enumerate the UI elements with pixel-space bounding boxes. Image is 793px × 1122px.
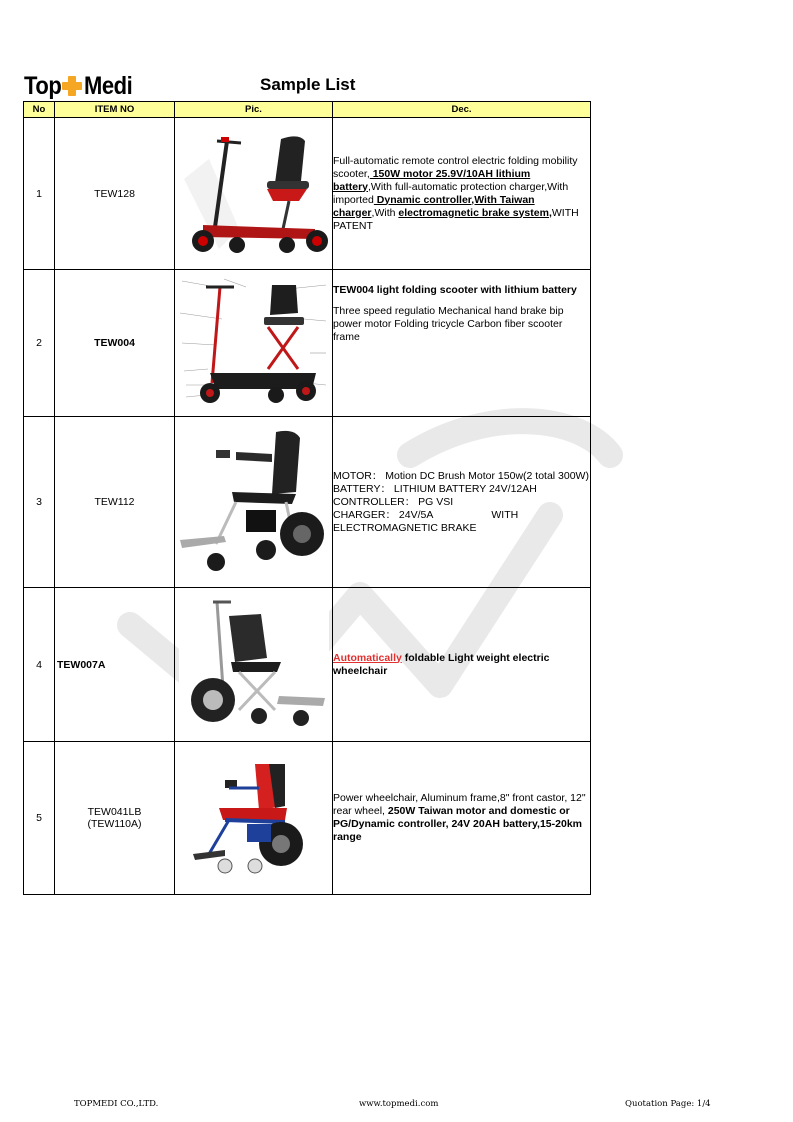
table-row [24, 588, 591, 742]
sample-list-table [23, 101, 591, 895]
company-logo [24, 72, 139, 100]
row-number: 5 [24, 742, 55, 895]
page-title: Sample List [260, 75, 356, 94]
item-number: TEW004 [55, 270, 175, 417]
silver-wheelchair-image [179, 592, 329, 738]
row-number: 1 [24, 118, 55, 270]
product-description [333, 270, 591, 417]
desc-charger: CHARGER： 24V/5A [333, 508, 434, 521]
desc-body: Three speed regulatio Mechanical hand brake bip power motor Folding tricycle Carbon fiber scooter frame [333, 305, 564, 343]
red-scooter-image [179, 129, 329, 259]
column-header-dec: Dec. [333, 102, 591, 118]
desc-brake-system: electromagnetic brake system, [398, 206, 552, 219]
desc-automatically: Automatically [333, 651, 402, 664]
column-header-pic: Pic. [175, 102, 333, 118]
table-row [24, 417, 591, 588]
table-row [24, 118, 591, 270]
product-image-scooter [175, 118, 333, 270]
item-number [55, 742, 175, 895]
logo-text-top: Top [24, 71, 62, 100]
desc-controller: CONTROLLER： PG VSI [333, 495, 454, 508]
footer-website: www.topmedi.com [359, 1099, 439, 1109]
desc-motor-battery: 150W motor 25.9V/10AH lithium battery [333, 167, 531, 193]
desc-battery: BATTERY： LITHIUM BATTERY 24V/12AH [333, 482, 537, 495]
desc-title: TEW004 light folding scooter with lithium battery [333, 284, 577, 296]
product-image-folding-wheelchair [175, 588, 333, 742]
row-number: 3 [24, 417, 55, 588]
desc-controller-charger: Dynamic controller,With Taiwan charger [333, 193, 535, 219]
product-description [333, 118, 591, 270]
desc-motor-controller-battery: 250W Taiwan motor and domestic or PG/Dynamic controller, 24V 20AH battery,15-20km range [333, 805, 582, 843]
item-number-alt: (TEW110A) [87, 818, 142, 830]
desc-motor: MOTOR： Motion DC Brush Motor 150w(2 total 300W) [333, 469, 589, 482]
desc-text: ,With [371, 206, 399, 219]
footer-page-number: Quotation Page: 1/4 [625, 1099, 711, 1109]
desc-text: foldable Light weight electric wheelchair [333, 651, 550, 677]
product-image-wheelchair [175, 417, 333, 588]
red-blue-wheelchair-image [189, 758, 319, 878]
table-header-row [24, 102, 591, 118]
product-description [333, 417, 591, 588]
item-number: TEW007A [55, 588, 175, 742]
product-image-power-wheelchair [175, 742, 333, 895]
product-image-tricycle-scooter [175, 270, 333, 417]
product-description [333, 588, 591, 742]
desc-text: Full-automatic remote control electric folding mobility scooter, [333, 154, 578, 180]
desc-text: WITH PATENT [333, 206, 579, 232]
desc-text: Power wheelchair, Aluminum frame,8" front castor, 12" rear wheel, [333, 792, 586, 817]
desc-with: WITH [491, 508, 519, 521]
row-number: 2 [24, 270, 55, 417]
table-row [24, 270, 591, 417]
logo-text-medi: Medi [84, 71, 133, 100]
desc-brake: ELECTROMAGNETIC BRAKE [333, 521, 477, 534]
column-header-no: No [24, 102, 55, 118]
item-number: TEW128 [55, 118, 175, 270]
table-row [24, 742, 591, 895]
tricycle-scooter-image [176, 273, 332, 413]
medical-cross-icon [62, 76, 82, 96]
row-number: 4 [24, 588, 55, 742]
item-number-primary: TEW041LB [87, 806, 142, 818]
column-header-item-no: ITEM NO [55, 102, 175, 118]
black-wheelchair-image [176, 422, 332, 582]
footer-company: TOPMEDI CO.,LTD. [74, 1099, 159, 1109]
desc-text: ,With full-automatic protection charger,With imported [333, 180, 569, 206]
product-description [333, 742, 591, 895]
item-number: TEW112 [55, 417, 175, 588]
